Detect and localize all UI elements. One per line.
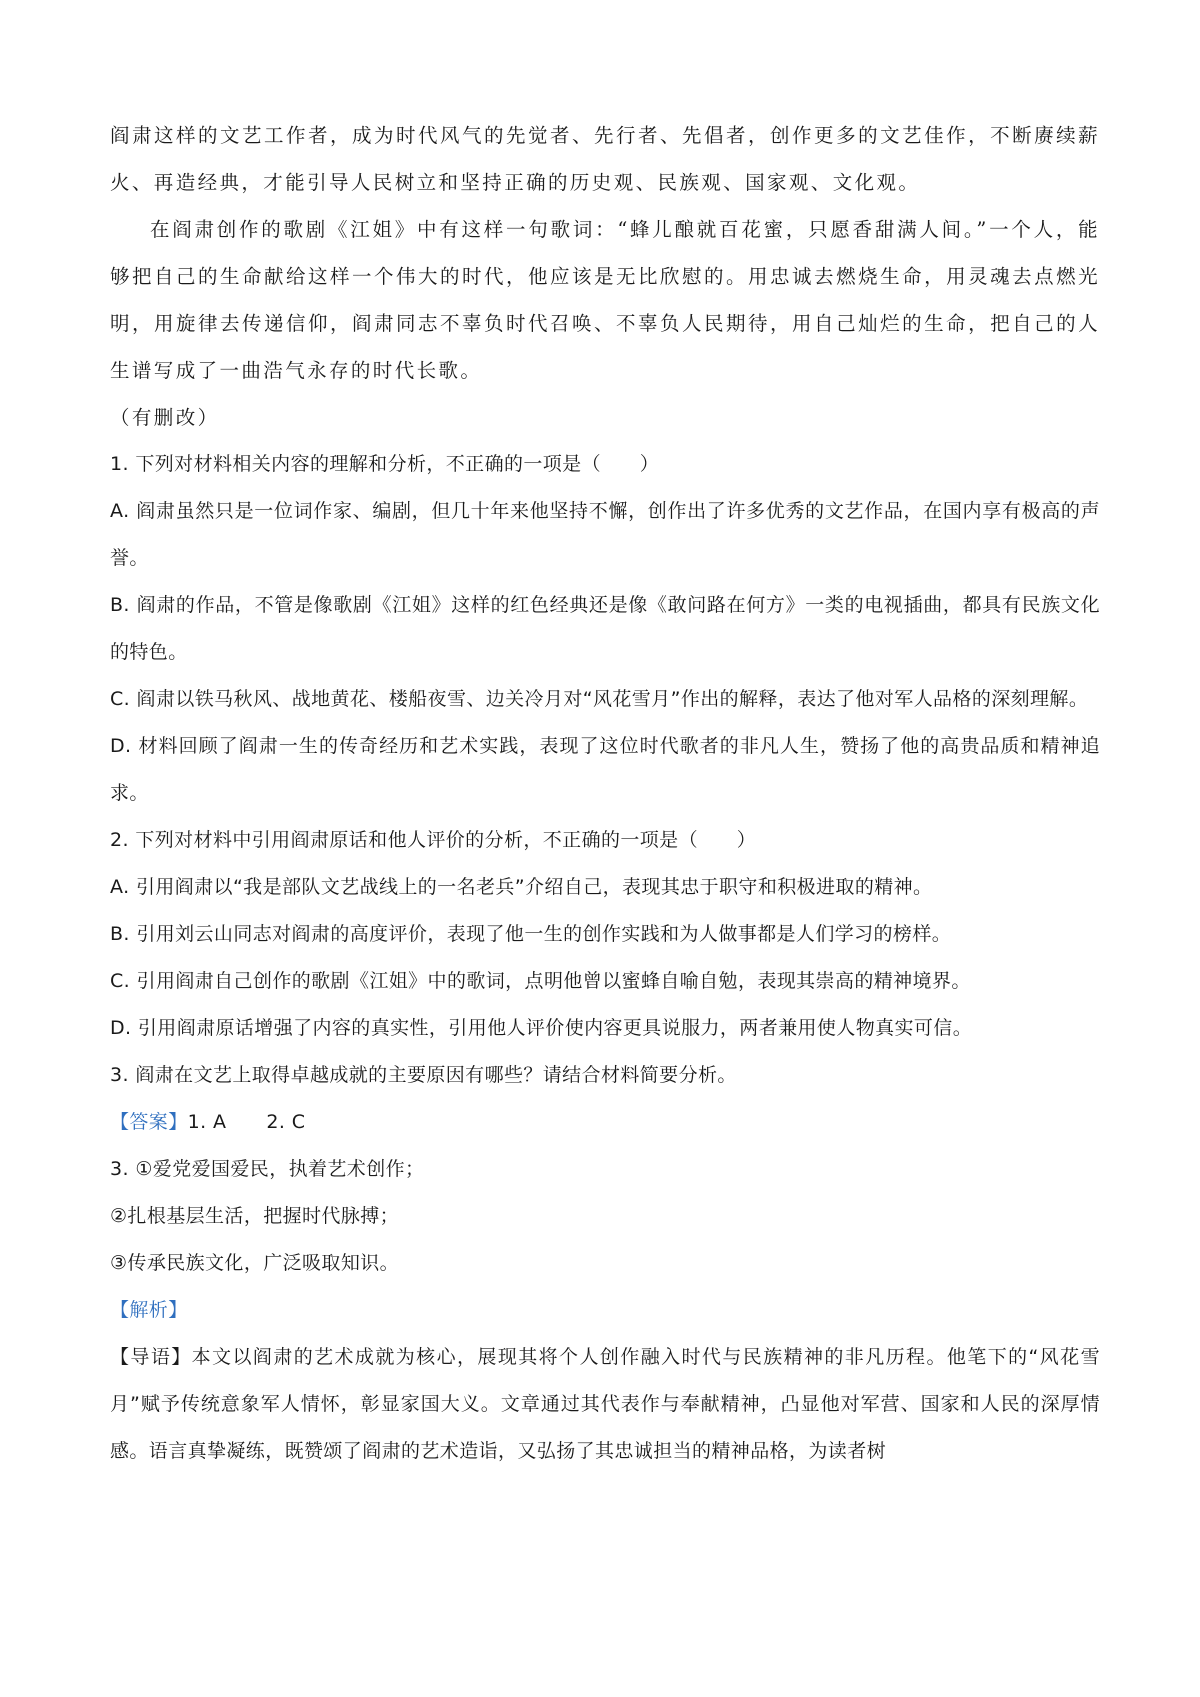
analysis-heading — [110, 1287, 1100, 1334]
question-1-option-b: B. 阎肃的作品，不管是像歌剧《江姐》这样的红色经典还是像《敢问路在何方》一类的电视插曲，都具有民族文化的特色。 — [110, 594, 1100, 663]
question-2-option-b: B. 引用刘云山同志对阎肃的高度评价，表现了他一生的创作实践和为人做事都是人们学习的榜样。 — [110, 923, 952, 945]
question-1-stem: 1. 下列对材料相关内容的理解和分析，不正确的一项是（ ） — [110, 453, 660, 475]
question-1-option-d: D. 材料回顾了阎肃一生的传奇经历和艺术实践，表现了这位时代歌者的非凡人生，赞扬了他的高贵品质和精神追求。 — [110, 735, 1100, 804]
reading-passage — [110, 112, 1100, 441]
question-2-option-d: D. 引用阎肃原话增强了内容的真实性，引用他人评价使内容更具说服力，两者兼用使人物真实可信。 — [110, 1017, 973, 1039]
source-note: （有删改） — [110, 406, 220, 429]
analysis-guide: 【导语】本文以阎肃的艺术成就为核心，展现其将个人创作融入时代与民族精神的非凡历程。他笔下的“风花雪月”赋予传统意象军人情怀，彰显家国大义。文章通过其代表作与奉献精神，凸显他对军营、国家和人民的深厚情感。语言真挚凝练，既赞颂了阎肃的艺术造诣，又弘扬了其忠诚担当的精神品格，为读者树 — [110, 1346, 1100, 1462]
analysis-label: 【解析】 — [110, 1299, 188, 1321]
answer-row — [110, 1099, 1100, 1146]
question-3-stem: 3. 阎肃在文艺上取得卓越成就的主要原因有哪些？请结合材料简要分析。 — [110, 1064, 737, 1086]
answer-3-line-1: 3. ①爱党爱国爱民，执着艺术创作； — [110, 1158, 425, 1180]
answer-3-line-2: ②扎根基层生活，把握时代脉搏； — [110, 1205, 400, 1227]
answer-3-line-3: ③传承民族文化，广泛吸取知识。 — [110, 1252, 400, 1274]
questions-section — [110, 441, 1100, 1475]
question-2-option-c: C. 引用阎肃自己创作的歌剧《江姐》中的歌词，点明他曾以蜜蜂自喻自勉，表现其崇高的精神境界。 — [110, 970, 971, 992]
answer-1: 1. A — [187, 1111, 227, 1133]
question-1-option-c: C. 阎肃以铁马秋风、战地黄花、楼船夜雪、边关冷月对“风花雪月”作出的解释，表达了他对军人品格的深刻理解。 — [110, 688, 1089, 710]
page-content — [110, 112, 1100, 1475]
question-2-option-a: A. 引用阎肃以“我是部队文艺战线上的一名老兵”介绍自己，表现其忠于职守和积极进取的精神。 — [110, 876, 933, 898]
question-2-stem: 2. 下列对材料中引用阎肃原话和他人评价的分析，不正确的一项是（ ） — [110, 829, 757, 851]
answer-2: 2. C — [266, 1111, 306, 1133]
passage-paragraph-1: 阎肃这样的文艺工作者，成为时代风气的先觉者、先行者、先倡者，创作更多的文艺佳作，不断赓续薪火、再造经典，才能引导人民树立和坚持正确的历史观、民族观、国家观、文化观。 — [110, 124, 1100, 194]
passage-paragraph-2: 在阎肃创作的歌剧《江姐》中有这样一句歌词：“蜂儿酿就百花蜜，只愿香甜满人间。”一个人，能够把自己的生命献给这样一个伟大的时代，他应该是无比欣慰的。用忠诚去燃烧生命，用灵魂去点燃光明，用旋律去传递信仰，阎肃同志不辜负时代召唤、不辜负人民期待，用自己灿烂的生命，把自己的人生谱写成了一曲浩气永存的时代长歌。 — [110, 218, 1100, 382]
answer-label: 【答案】 — [110, 1111, 188, 1133]
question-1-option-a: A. 阎肃虽然只是一位词作家、编剧，但几十年来他坚持不懈，创作出了许多优秀的文艺作品，在国内享有极高的声誉。 — [110, 500, 1100, 569]
